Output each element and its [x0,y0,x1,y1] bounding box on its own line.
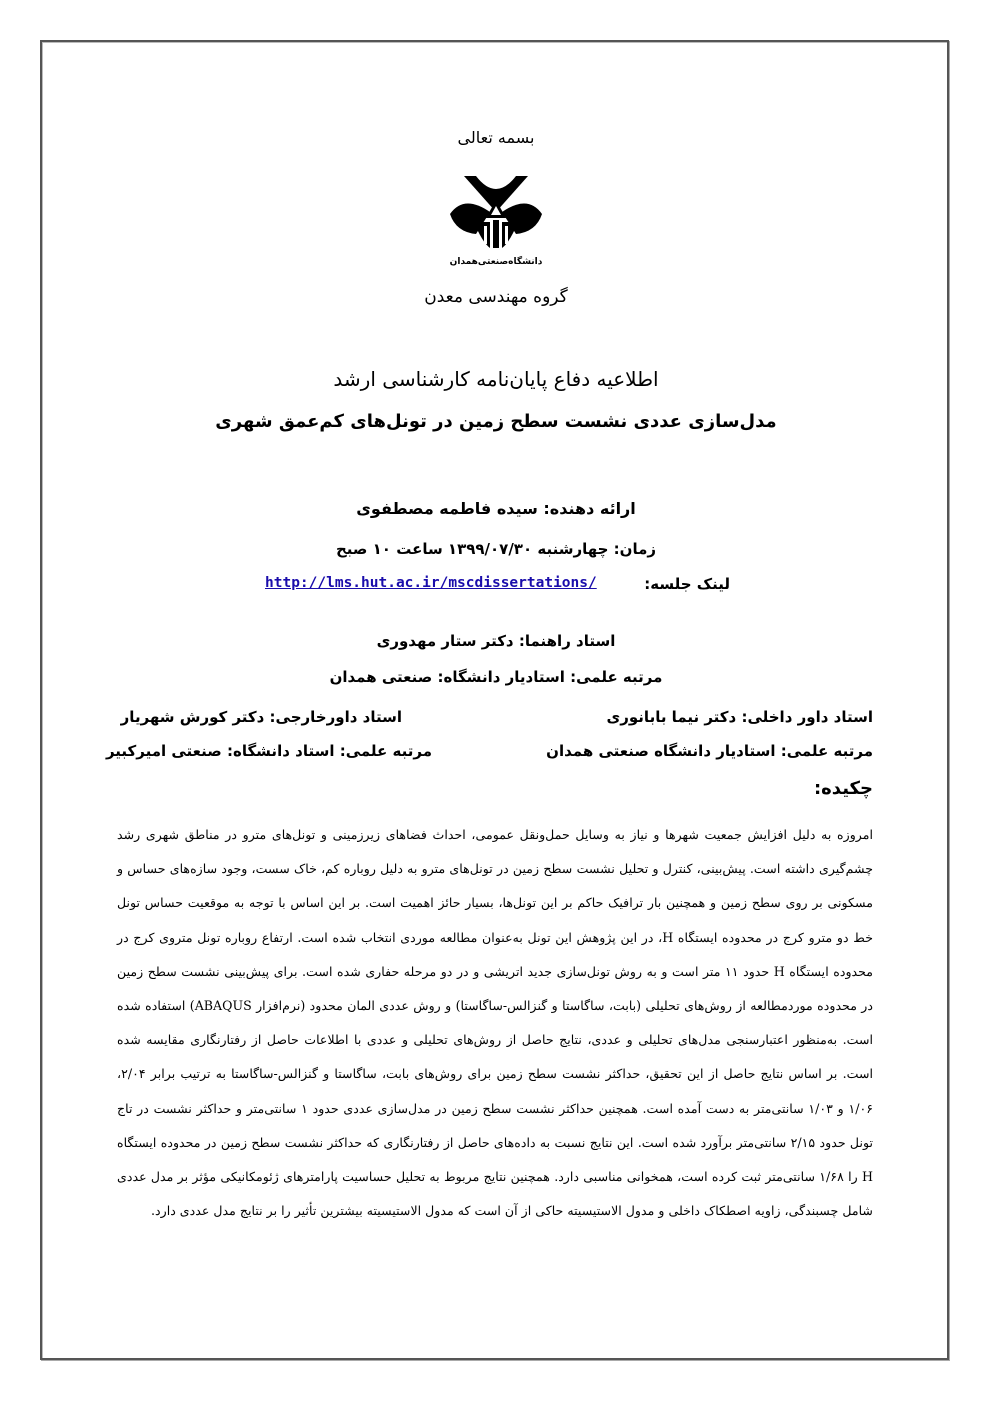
external-examiner-rank: مرتبه علمی: استاد دانشگاه: صنعتی امیرکبیر [105,742,432,760]
internal-examiner-rank: مرتبه علمی: استادیار دانشگاه صنعتی همدان [546,742,873,760]
internal-examiner: استاد داور داخلی: دکتر نیما بابانوری [606,708,873,726]
university-logo-icon [446,172,546,268]
invocation-heading: بسمه تعالی [457,128,535,147]
external-examiner: استاد داورخارجی: دکتر کورش شهریار [120,708,402,726]
advisor-rank: مرتبه علمی: استادیار دانشگاه: صنعتی همدان [329,668,663,686]
advisor: استاد راهنما: دکتر ستار مهدوری [376,632,616,650]
thesis-title: مدل‌سازی عددی نشست سطح زمین در تونل‌های کم‌عمق شهری [215,411,777,432]
presenter: ارائه دهنده: سیده فاطمه مصطفوی [356,499,636,518]
announcement-title: اطلاعیه دفاع پایان‌نامه کارشناسی ارشد [333,367,659,391]
svg-text:دانشگاه‌صنعتی‌همدان: دانشگاه‌صنعتی‌همدان [449,257,543,267]
department-name: گروه مهندسی معدن [424,287,568,307]
abstract-heading: چکیده: [813,778,873,799]
session-link-label: لینک جلسه: [644,575,730,593]
session-time: زمان: چهارشنبه ۱۳۹۹/۰۷/۳۰ ساعت ۱۰ صبح [336,540,656,558]
session-link[interactable]: http://lms.hut.ac.ir/mscdissertations/ [265,575,597,591]
abstract-body: امروزه به دلیل افزایش جمعیت شهرها و نیاز به وسایل حمل‌ونقل عمومی، احداث فضاهای زیرزمینی و تونل‌های مترو در مناطق شهری رشد چشم‌گیری داشته است. پیش‌بینی، کنترل و تحلیل نشست سطح زمین در تونل‌های مترو به دلیل روباره کم، خاک سست، وجود سازه‌های حساس و مسکونی بر روی سطح زمین و همچنین بار ترافیک حاکم بر این تونل‌ها، بسیار حائز اهمیت است. بر این اساس با توجه به موقعیت حساس تونل خط دو مترو کرج در محدوده ایستگاه H، در این پژوهش این تونل به‌عنوان مطالعه موردی انتخاب شده است. ارتفاع روباره تونل متروی کرج در محدوده ایستگاه H حدود ۱۱ متر است و به روش تونل‌سازی جدید اتریشی و در دو مرحله حفاری شده است. برای پیش‌بینی نشست سطح زمین در محدوده موردمطالعه از روش‌های تحلیلی (بابت، ساگاستا و گنزالس-ساگاستا) و روش عددی المان محدود (نرم‌افزار ABAQUS) استفاده شده است. به‌منظور اعتبارسنجی مدل‌های تحلیلی و عددی، نتایج حاصل از روش‌های تحلیلی و عددی با اطلاعات حاصل از رفتارنگاری مقایسه شده است. بر اساس نتایج حاصل از این تحقیق، حداکثر نشست سطح زمین برای روش‌های بابت، ساگاستا و گنزالس-ساگاستا به ترتیب برابر ۲/۰۴، ۱/۰۶ و ۱/۰۳ سانتی‌متر به دست آمده است. همچنین حداکثر نشست سطح زمین در مدل‌سازی عددی حدود ۱ سانتی‌متر و حداکثر نشست در تاج تونل حدود ۲/۱۵ سانتی‌متر برآورد شده است. این نتایج نسبت به داده‌های حاصل از رفتارنگاری که حداکثر نشست سطح زمین در محدوده ایستگاه H را ۱/۶۸ سانتی‌متر ثبت کرده است، همخوانی مناسبی دارد. همچنین نتایج مربوط به تحلیل حساسیت پارامترهای ژئومکانیکی مؤثر بر مدل عددی شامل چسبندگی، زاویه اصطکاک داخلی و مدول الاستیسیته حاکی از آن است که مدول الاستیسیته بیشترین تأثیر را بر نتایج مدل عددی دارد. [117,827,874,1219]
